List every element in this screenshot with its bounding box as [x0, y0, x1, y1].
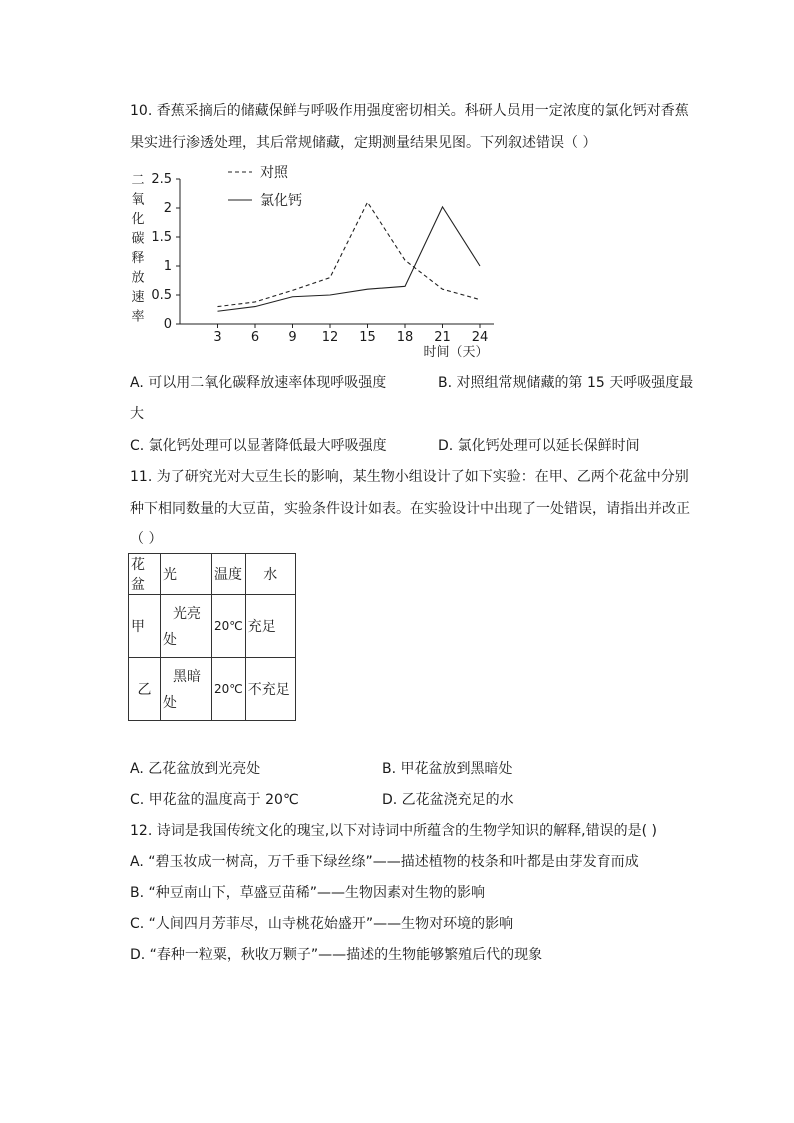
q12-stem: 12. 诗词是我国传统文化的瑰宝,以下对诗词中所蕴含的生物学知识的解释,错误的是( ) [130, 823, 657, 839]
cell-light-line2: 处 [163, 695, 177, 711]
chart-axes [180, 179, 494, 324]
q10-option-c[interactable]: C. 氯化钙处理可以显著降低最大呼吸强度 [130, 438, 387, 454]
q12-option-b[interactable]: B. “种豆南山下，草盛豆苗稀”——生物因素对生物的影响 [130, 885, 486, 901]
q10-line-chart [128, 158, 508, 366]
cell-water: 不充足 [245, 658, 295, 721]
q11-stem-line3: （ ） [130, 531, 163, 547]
q11-stem-line2: 种下相同数量的大豆苗，实验条件设计如表。在实验设计中出现了一处错误，请指出并改正 [130, 501, 690, 517]
series-line-control [218, 202, 481, 306]
q10-option-d[interactable]: D. 氯化钙处理可以延长保鲜时间 [438, 438, 640, 454]
header-temp: 温度 [212, 554, 246, 595]
q10-stem-line1: 10. 香蕉采摘后的储藏保鲜与呼吸作用强度密切相关。科研人员用一定浓度的氯化钙对香蕉 [130, 103, 689, 119]
q12-option-c[interactable]: C. “人间四月芳菲尽，山寺桃花始盛开”——生物对环境的影响 [130, 916, 514, 932]
cell-water: 充足 [245, 595, 295, 658]
legend-label: 对照 [260, 165, 288, 181]
cell-temp: 20℃ [212, 658, 246, 721]
header-light: 光 [161, 554, 212, 595]
chart-legend [228, 165, 302, 209]
q12-option-a[interactable]: A. “碧玉妆成一树高，万千垂下绿丝绦”——描述植物的枝条和叶都是由芽发育而成 [130, 854, 639, 870]
q11-stem-line1: 11. 为了研究光对大豆生长的影响，某生物小组设计了如下实验：在甲、乙两个花盆中分别 [130, 469, 689, 485]
cell-light-line1: 黑暗 [173, 669, 201, 685]
legend-label: 氯化钙 [260, 193, 302, 209]
y-label-char: 二 [131, 173, 145, 188]
q11-experiment-table [128, 553, 296, 721]
x-tick-label: 3 [213, 330, 222, 345]
cell-light-line2: 处 [163, 632, 177, 648]
y-tick-label: 1.5 [151, 230, 172, 245]
y-ticks [151, 172, 180, 332]
y-label-char: 氧 [131, 192, 145, 208]
x-tick-label: 9 [288, 330, 297, 345]
cell-pot: 甲 [129, 595, 161, 658]
x-axis-label: 时间（天） [423, 345, 489, 360]
y-tick-label: 2 [163, 201, 172, 216]
y-label-char: 速 [131, 290, 145, 305]
x-tick-label: 12 [321, 330, 339, 345]
x-tick-label: 6 [250, 330, 260, 345]
cell-temp: 20℃ [212, 595, 246, 658]
q10-option-b[interactable]: B. 对照组常规储藏的第 15 天呼吸强度最 [438, 375, 694, 391]
table-row [129, 595, 296, 658]
table-header-row [129, 554, 296, 595]
table-row [129, 658, 296, 721]
y-label-char: 放 [131, 270, 145, 286]
y-tick-label: 0.5 [151, 288, 172, 303]
cell-light [161, 658, 212, 721]
x-tick-label: 18 [396, 330, 414, 345]
x-ticks [213, 324, 488, 345]
q11-option-c[interactable]: C. 甲花盆的温度高于 20℃ [130, 792, 299, 808]
y-tick-label: 2.5 [151, 172, 172, 187]
q10-stem-line2: 果实进行渗透处理，其后常规储藏，定期测量结果见图。下列叙述错误（ ） [130, 135, 597, 151]
q11-option-a[interactable]: A. 乙花盆放到光亮处 [130, 761, 261, 777]
x-tick-label: 24 [471, 330, 489, 345]
q10-option-b-wrap: 大 [130, 406, 144, 422]
y-label-char: 率 [131, 309, 145, 325]
y-label-char: 释 [131, 251, 145, 266]
y-tick-label: 1 [163, 259, 172, 274]
cell-light-line1: 光亮 [173, 606, 201, 622]
q11-option-b[interactable]: B. 甲花盆放到黑暗处 [382, 761, 513, 777]
q12-option-d[interactable]: D. “春种一粒粟，秋收万颗子”——描述的生物能够繁殖后代的现象 [130, 947, 543, 963]
q10-option-a[interactable]: A. 可以用二氧化碳释放速率体现呼吸强度 [130, 375, 387, 391]
header-water: 水 [245, 554, 295, 595]
cell-light [161, 595, 212, 658]
y-axis-label [131, 173, 144, 325]
chart-series [218, 202, 481, 311]
series-line-calcium-chloride [218, 207, 481, 311]
x-tick-label: 21 [434, 330, 451, 345]
y-label-char: 碳 [131, 231, 145, 247]
q11-option-d[interactable]: D. 乙花盆浇充足的水 [382, 792, 514, 808]
cell-pot: 乙 [129, 658, 161, 721]
header-pot: 花盆 [129, 554, 161, 595]
x-tick-label: 15 [359, 330, 376, 345]
y-tick-label: 0 [163, 317, 172, 332]
y-label-char: 化 [131, 212, 145, 227]
